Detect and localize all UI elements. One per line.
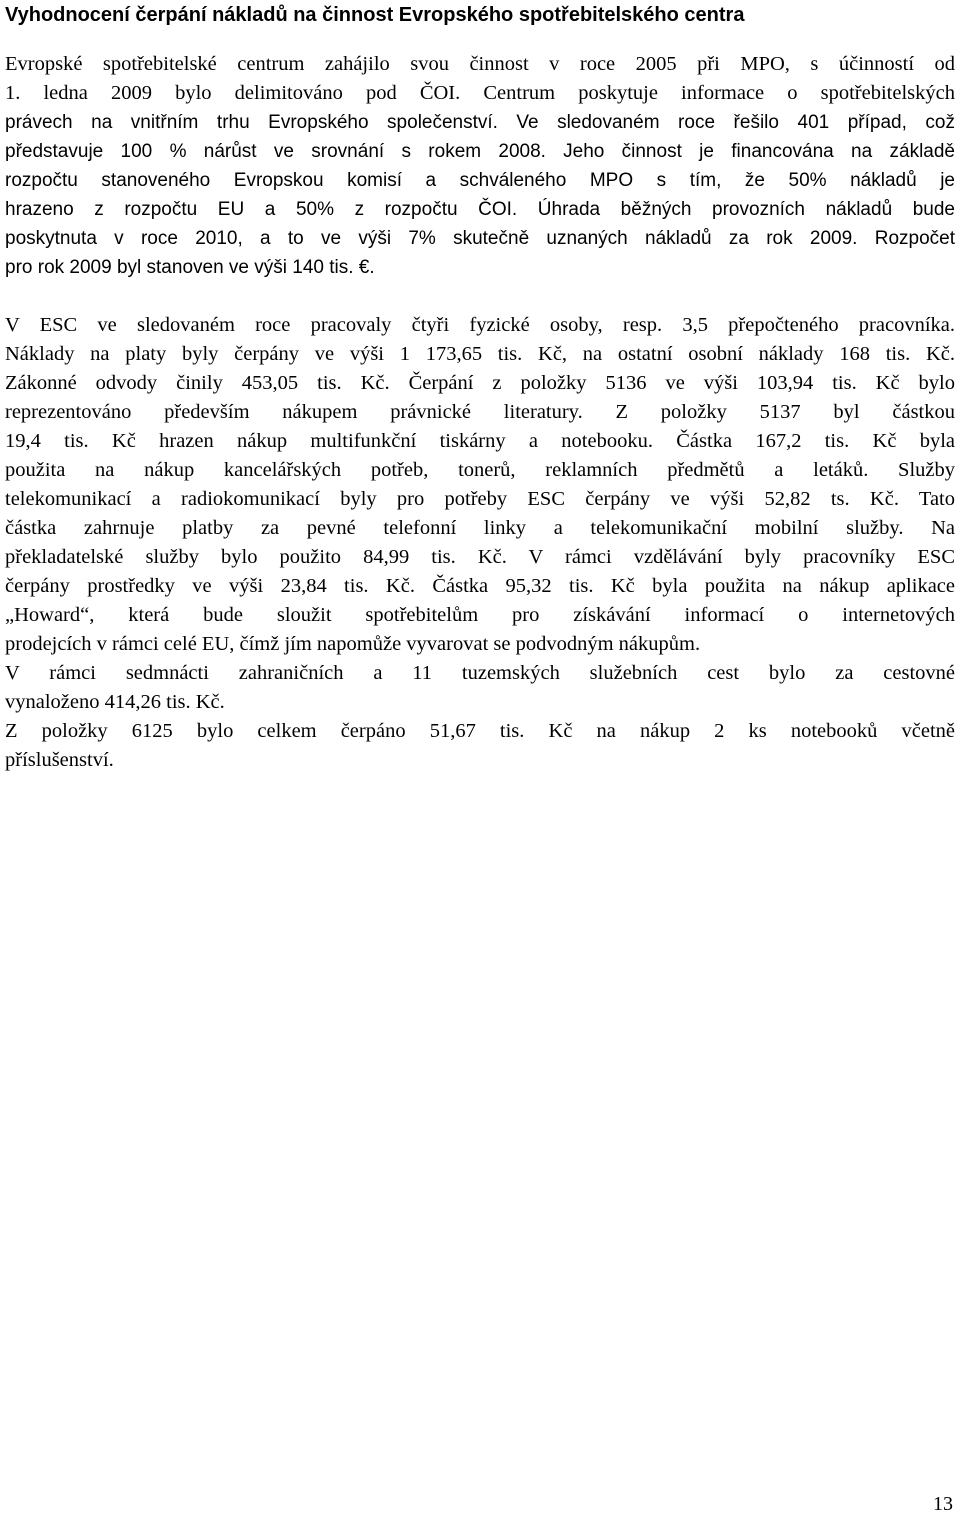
text-line: rozpočtu stanoveného Evropskou komisí a schváleného MPO s tím, že 50% nákladů je: [5, 170, 955, 191]
text-line: „Howard“, která bude sloužit spotřebitelům pro získávání informací o internetových: [5, 604, 955, 626]
text-line: hrazeno z rozpočtu EU a 50% z rozpočtu ČOI. Úhrada běžných provozních nákladů bude: [5, 199, 955, 220]
text-segment: Ve sledovaném roce řešilo 401 případ, což: [516, 112, 955, 133]
text-line: vynaloženo 414,26 tis. Kč.: [5, 691, 225, 713]
text-line: Evropské spotřebitelské centrum zahájilo svou činnost v roce 2005 při MPO, s účinností od: [5, 53, 955, 75]
text-segment: představuje 100 % nárůst ve srovnání s rokem 2008.: [5, 141, 546, 162]
section-heading: Vyhodnocení čerpání nákladů na činnost Evropského spotřebitelského centra: [5, 4, 745, 26]
page-number: 13: [933, 1493, 953, 1515]
text-line: V rámci sedmnácti zahraničních a 11 tuzemských služebních cest bylo za cestovné: [5, 662, 955, 684]
text-line: [5, 108, 955, 137]
text-line: reprezentováno především nákupem právnické literatury. Z položky 5137 byl částkou: [5, 401, 955, 423]
text-line: prodejcích v rámci celé EU, čímž jím napomůže vyvarovat se podvodným nákupům.: [5, 633, 701, 655]
text-segment: Jeho činnost je financována na základě: [563, 141, 955, 162]
text-line: pro rok 2009 byl stanoven ve výši 140 tis. €.: [5, 257, 375, 278]
spacer: [5, 30, 955, 50]
text-line: [5, 137, 955, 166]
text-line: V ESC ve sledovaném roce pracovaly čtyři fyzické osoby, resp. 3,5 přepočteného pracovníka.: [5, 314, 955, 336]
text-line: Zákonné odvody činily 453,05 tis. Kč. Čerpání z položky 5136 ve výši 103,94 tis. Kč bylo: [5, 372, 955, 394]
text-line: Náklady na platy byly čerpány ve výši 1 173,65 tis. Kč, na ostatní osobní náklady 168 tis. Kč.: [5, 343, 955, 365]
text-line: použita na nákup kancelářských potřeb, tonerů, reklamních předmětů a letáků. Služby: [5, 459, 955, 481]
text-line: překladatelské služby bylo použito 84,99 tis. Kč. V rámci vzdělávání byly pracovníky ESC: [5, 546, 955, 568]
text-line: Z položky 6125 bylo celkem čerpáno 51,67 tis. Kč na nákup 2 ks notebooků včetně: [5, 720, 955, 742]
text-line: částka zahrnuje platby za pevné telefonní linky a telekomunikační mobilní služby. Na: [5, 517, 955, 539]
text-line: 1. ledna 2009 bylo delimitováno pod ČOI. Centrum poskytuje informace o spotřebitelských: [5, 82, 955, 104]
spacer: [5, 282, 955, 311]
text-line: příslušenství.: [5, 749, 114, 771]
document-page: [5, 0, 955, 775]
text-line: 19,4 tis. Kč hrazen nákup multifunkční tiskárny a notebooku. Částka 167,2 tis. Kč byla: [5, 430, 955, 452]
paragraph-esc-intro: [5, 50, 955, 282]
text-line: poskytnuta v roce 2010, a to ve výši 7% skutečně uznaných nákladů za rok 2009. Rozpočet: [5, 228, 955, 249]
text-line: telekomunikací a radiokomunikací byly pro potřeby ESC čerpány ve výši 52,82 ts. Kč. Tato: [5, 488, 955, 510]
text-segment: právech na vnitřním trhu Evropského společenství.: [5, 112, 498, 133]
paragraph-esc-costs: [5, 311, 955, 775]
text-line: čerpány prostředky ve výši 23,84 tis. Kč. Částka 95,32 tis. Kč byla použita na nákup aplikace: [5, 575, 955, 597]
